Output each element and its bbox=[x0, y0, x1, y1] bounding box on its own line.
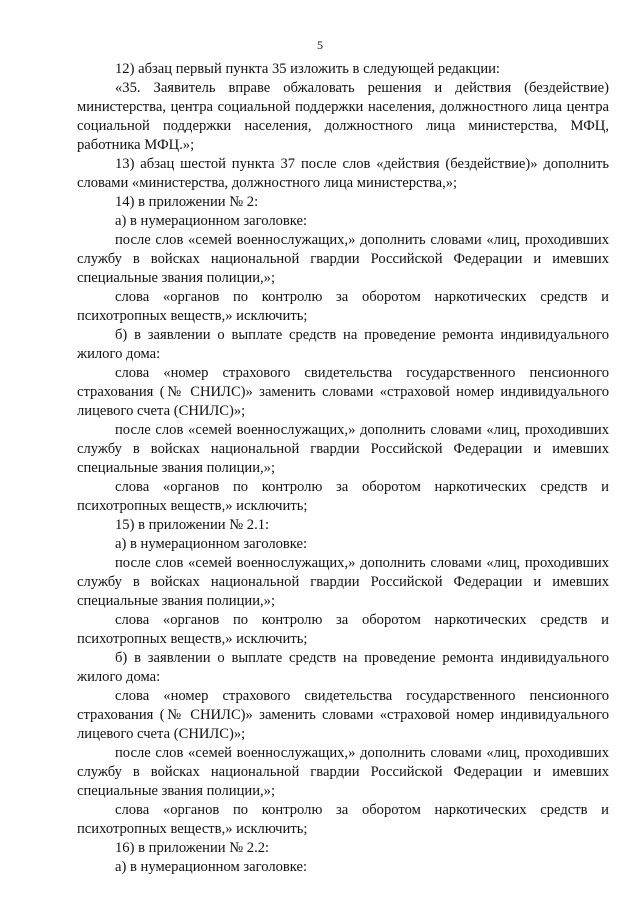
paragraph-text: после слов «семей военнослужащих,» дополнить словами «лиц, проходивших службу в войсках национальной гвардии Российской Федерации и имевших специальные звания полиции,»; bbox=[77, 745, 609, 799]
paragraph-item-16: 16) в приложении № 2.2: bbox=[115, 840, 270, 856]
paragraph-text: после слов «семей военнослужащих,» дополнить словами «лиц, проходивших службу в войсках национальной гвардии Российской Федерации и имевших специальные звания полиции,»; bbox=[77, 555, 609, 609]
paragraph-subitem-a: а) в нумерационном заголовке: bbox=[115, 859, 308, 875]
paragraph-text: после слов «семей военнослужащих,» дополнить словами «лиц, проходивших службу в войсках национальной гвардии Российской Федерации и имевших специальные звания полиции,»; bbox=[77, 232, 609, 286]
paragraph-item-12: 12) абзац первый пункта 35 изложить в следующей редакции: bbox=[115, 61, 500, 77]
paragraph-text: слова «органов по контролю за оборотом наркотических средств и психотропных веществ,» исключить; bbox=[77, 612, 609, 647]
paragraph-subitem-b: б) в заявлении о выплате средств на проведение ремонта индивидуального жилого дома: bbox=[77, 327, 609, 362]
paragraph-subitem-a: а) в нумерационном заголовке: bbox=[115, 213, 308, 229]
paragraph-text: слова «номер страхового свидетельства государственного пенсионного страхования (№ СНИЛС)» заменить словами «страховой номер индивидуального лицевого счета (СНИЛС)»; bbox=[77, 365, 609, 419]
page-number: 5 bbox=[317, 38, 323, 52]
paragraph-text: слова «органов по контролю за оборотом наркотических средств и психотропных веществ,» исключить; bbox=[77, 802, 609, 837]
paragraph-item-14: 14) в приложении № 2: bbox=[115, 194, 259, 210]
paragraph-text: слова «органов по контролю за оборотом наркотических средств и психотропных веществ,» исключить; bbox=[77, 479, 609, 514]
paragraph-text: слова «органов по контролю за оборотом наркотических средств и психотропных веществ,» исключить; bbox=[77, 289, 609, 324]
paragraph-text: после слов «семей военнослужащих,» дополнить словами «лиц, проходивших службу в войсках национальной гвардии Российской Федерации и имевших специальные звания полиции,»; bbox=[77, 422, 609, 476]
paragraph-subitem-b: б) в заявлении о выплате средств на проведение ремонта индивидуального жилого дома: bbox=[77, 650, 609, 685]
paragraph-item-15: 15) в приложении № 2.1: bbox=[115, 517, 270, 533]
paragraph-text: слова «номер страхового свидетельства государственного пенсионного страхования (№ СНИЛС)» заменить словами «страховой номер индивидуального лицевого счета (СНИЛС)»; bbox=[77, 688, 609, 742]
document-body bbox=[77, 60, 609, 877]
paragraph-item-13: 13) абзац шестой пункта 37 после слов «действия (бездействие)» дополнить словами «министерства, должностного лица министерства,»; bbox=[77, 156, 609, 191]
paragraph-quoted-35: «35. Заявитель вправе обжаловать решения и действия (бездействие) министерства, центра социальной поддержки населения, должностного лица центра социальной поддержки населения, должностного лица министерства, МФЦ, работника МФЦ.»; bbox=[77, 80, 609, 153]
paragraph-subitem-a: а) в нумерационном заголовке: bbox=[115, 536, 308, 552]
